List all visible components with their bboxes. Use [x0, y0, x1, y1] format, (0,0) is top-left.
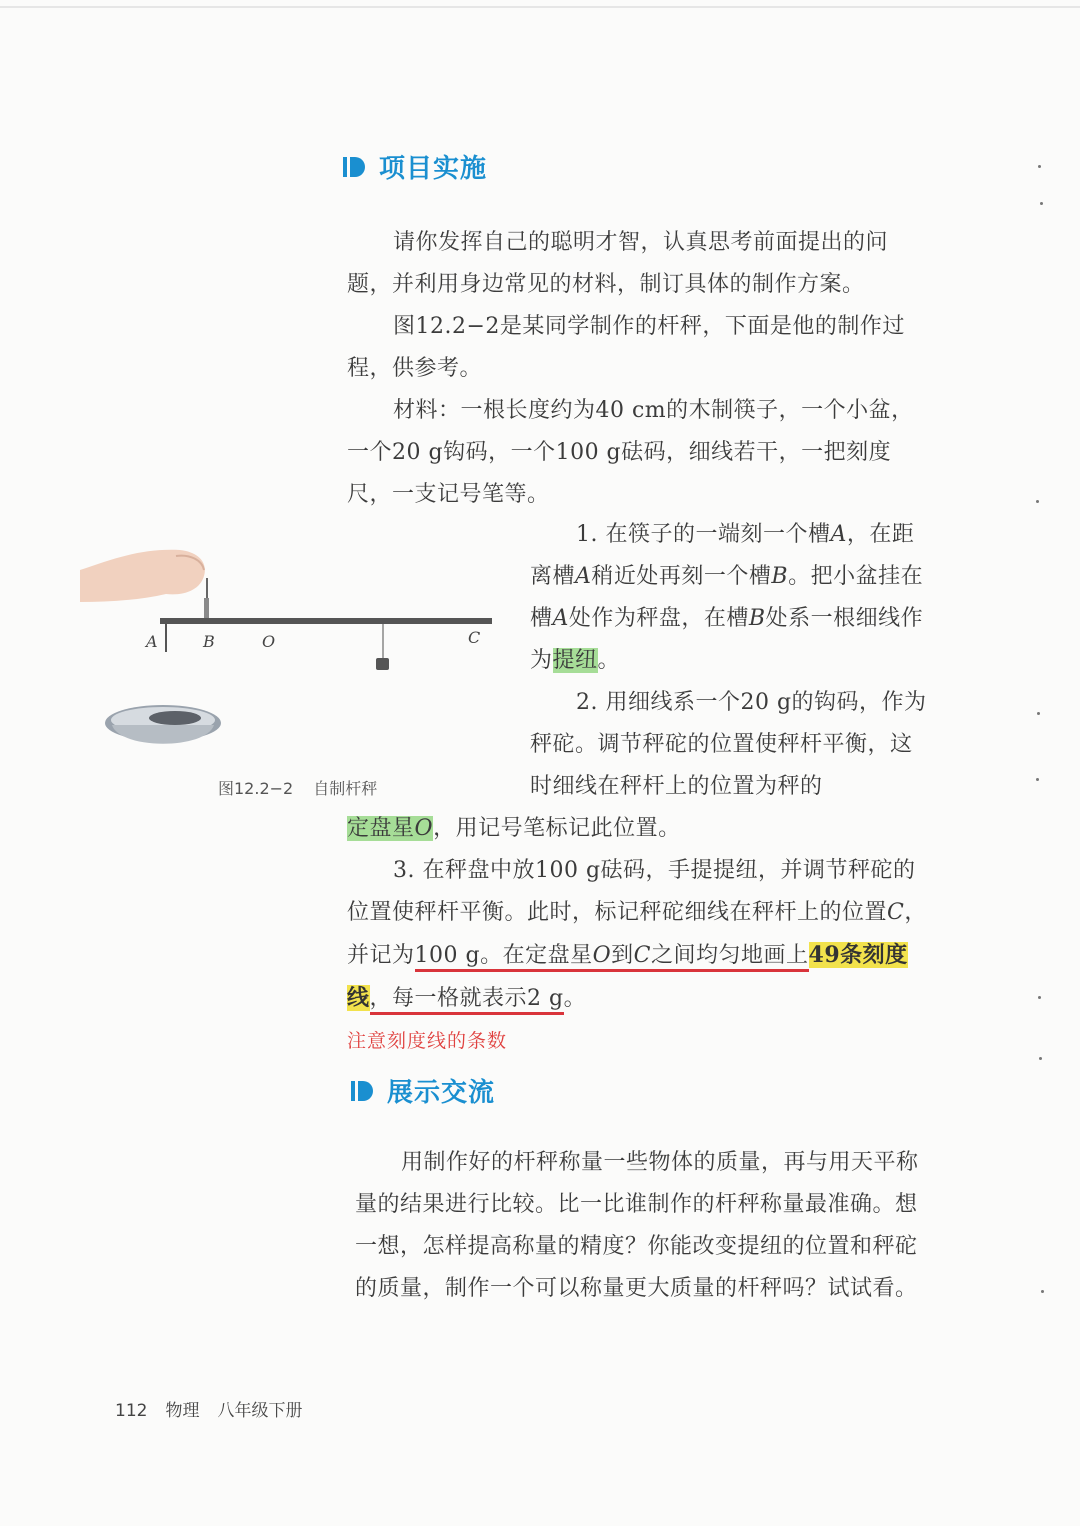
label-a: A [146, 632, 158, 651]
scan-speck [1039, 1057, 1042, 1060]
weight-shape [376, 658, 389, 670]
hand-shape [80, 550, 205, 602]
label-c: C [468, 628, 481, 647]
step-2: 2. 用细线系一个20 g的钩码，作为秤砣。调节秤砣的位置使秤杆平衡，这时细线在秤杆上的位置为秤的 [530, 690, 927, 799]
scan-speck [1038, 996, 1041, 999]
underline-range: 100 g。在定盘星O到C之间均匀地画上 [415, 943, 809, 972]
section-marker-icon [343, 156, 365, 178]
highlight-tinu: 提纽 [552, 648, 598, 673]
intro-paragraph-2: 图12.2−2是某同学制作的杆秤，下面是他的制作过程，供参考。 [347, 314, 905, 381]
highlight-49-lines: 49条刻度线 [347, 942, 908, 1011]
step-2-end-line: 定盘星O，用记号笔标记此位置。 [347, 816, 681, 841]
footer-grade: 八年级下册 [217, 1401, 303, 1421]
label-b: B [203, 632, 215, 651]
step-3: 3. 在秤盘中放100 g砝码，手提提纽，并调节秤砣的位置使秤杆平衡。此时，标记秤砣细线在秤杆上的位置C，并记为100 g。在定盘星O到C之间均匀地画上49条刻度线，每一格就表示2 g。 [347, 850, 927, 1020]
scan-speck [1040, 202, 1043, 205]
footer-subject: 物理 [165, 1401, 200, 1421]
figure-caption-text: 自制杆秤 [313, 779, 378, 798]
section-title: 展示交流 [387, 1078, 496, 1108]
section-title: 项目实施 [379, 154, 488, 184]
scan-speck [1041, 1290, 1044, 1293]
page-footer [115, 1396, 320, 1421]
scan-speck [1036, 778, 1039, 781]
page-number: 112 [115, 1401, 148, 1421]
section-heading-exchange [351, 1072, 495, 1109]
materials-paragraph: 材料：一根长度约为40 cm的木制筷子，一个小盆，一个20 g钩码，一个100 g砝码，细线若干，一把刻度尺，一支记号笔等。 [347, 398, 914, 507]
figure-caption-number: 图12.2−2 [218, 779, 294, 798]
section-marker-icon [351, 1080, 373, 1102]
exchange-paragraph: 用制作好的杆秤称量一些物体的质量，再与用天平称量的结果进行比较。比一比谁制作的杆秤称量最准确。想一想，怎样提高称量的精度？你能改变提纽的位置和秤砣的质量，制作一个可以称量更大质量的杆秤吗？试试看。 [355, 1150, 919, 1301]
steps-continued [347, 682, 927, 808]
underline-per-grid: ，每一格就表示2 g [370, 986, 564, 1015]
handwritten-note: 注意刻度线的条数 [347, 1030, 508, 1052]
step-1: 1. 在筷子的一端刻一个槽A，在距离槽A稍近处再刻一个槽B。把小盆挂在槽A处作为秤盘，在槽B处系一根细线作为提纽。 [530, 522, 924, 673]
highlight-dingpanxing: 定盘星O [347, 816, 434, 841]
steps-column [530, 514, 926, 682]
scan-speck [1036, 500, 1039, 503]
beam-rod [160, 618, 492, 624]
top-rule [0, 6, 1080, 8]
scan-speck [1038, 165, 1041, 168]
intro-paragraph-1: 请你发挥自己的聪明才智，认真思考前面提出的问题，并利用身边常见的材料，制订具体的制作方案。 [347, 230, 889, 297]
section-heading-implementation [343, 148, 487, 185]
label-o: O [262, 632, 276, 651]
scan-speck [1037, 712, 1040, 715]
